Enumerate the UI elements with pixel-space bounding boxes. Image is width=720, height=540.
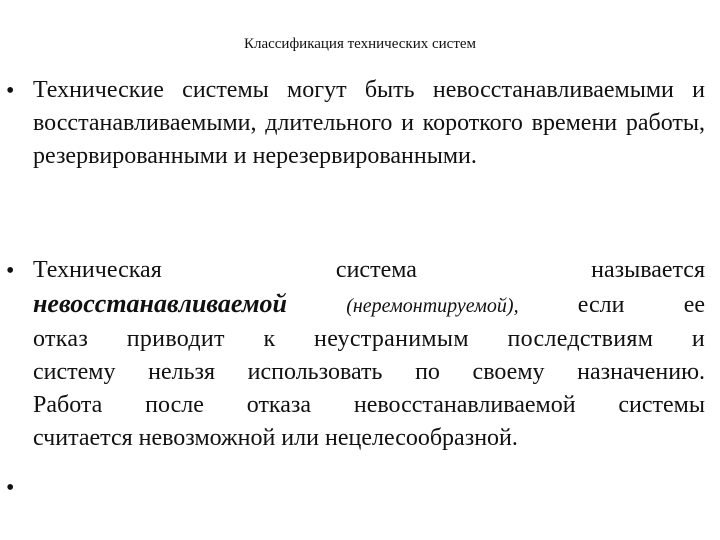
bullet2-line-4: систему нельзя использовать по своему назначению. (33, 359, 705, 385)
term-parenthetical: (неремонтируемой), (346, 295, 519, 317)
bullet2-line-5: Работа после отказа невосстанавливаемой системы (33, 392, 705, 418)
bullet2-line-3: отказ приводит к неустранимым последствиям и (33, 326, 705, 352)
bullet2-line-2 (33, 287, 705, 323)
bullet-marker-3: • (6, 475, 15, 501)
bullet-marker-1: • (6, 78, 15, 104)
bullet2-tail: если ее (577, 292, 705, 318)
slide-title: Классификация технических систем (243, 36, 477, 52)
bullet2-line-1: Техническая система называется (33, 257, 705, 283)
bullet-paragraph-1: Технические системы могут быть невосстанавливаемыми и восстанавливаемыми, длительного и короткого времени работы, резервированными и нерезервированными. (33, 77, 705, 169)
bullet-paragraph-2 (33, 254, 705, 455)
term-nonrepairable: невосстанавливаемой (33, 289, 288, 318)
bullet2-line-6: считается невозможной или нецелесообразной. (33, 425, 518, 451)
bullet-marker-2: • (6, 258, 15, 284)
